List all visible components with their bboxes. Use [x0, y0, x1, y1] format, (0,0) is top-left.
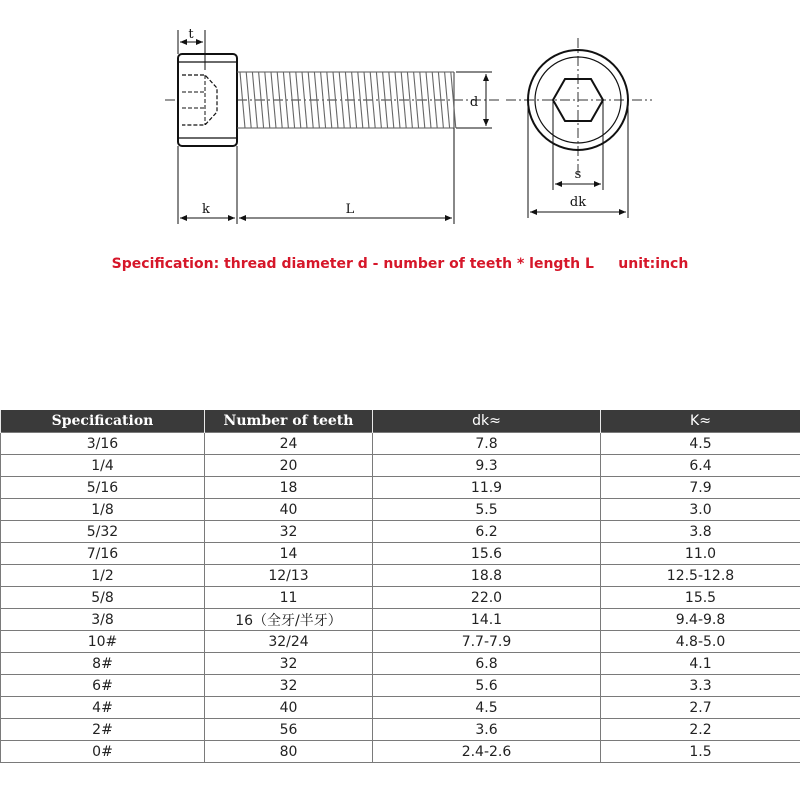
screw-head [178, 54, 237, 146]
cell-k: 15.5 [601, 587, 800, 609]
table-row [1, 565, 800, 587]
cell-number-of-teeth: 12/13 [205, 565, 373, 587]
cell-number-of-teeth: 80 [205, 741, 373, 763]
cell-dk: 2.4-2.6 [373, 741, 601, 763]
cell-specification: 5/16 [1, 477, 205, 499]
cell-number-of-teeth: 40 [205, 499, 373, 521]
cell-dk: 4.5 [373, 697, 601, 719]
specification-caption: Specification: thread diameter d - number of teeth * length L unit:inch [111, 256, 689, 272]
table-row [1, 433, 800, 455]
label-L: L [345, 202, 355, 217]
cell-specification: 7/16 [1, 543, 205, 565]
cell-specification: 5/32 [1, 521, 205, 543]
cell-number-of-teeth: 11 [205, 587, 373, 609]
label-t: t [188, 27, 194, 42]
cell-k: 3.0 [601, 499, 800, 521]
screw-dimension-drawing [0, 0, 800, 240]
cell-k: 4.8-5.0 [601, 631, 800, 653]
table-row [1, 455, 800, 477]
cell-number-of-teeth: 32 [205, 675, 373, 697]
cell-dk: 11.9 [373, 477, 601, 499]
cell-k: 6.4 [601, 455, 800, 477]
cell-dk: 7.7-7.9 [373, 631, 601, 653]
cell-dk: 7.8 [373, 433, 601, 455]
cell-dk: 3.6 [373, 719, 601, 741]
table-row [1, 719, 800, 741]
cell-dk: 14.1 [373, 609, 601, 631]
cell-k: 2.2 [601, 719, 800, 741]
cell-specification: 5/8 [1, 587, 205, 609]
cell-dk: 15.6 [373, 543, 601, 565]
cell-specification: 4# [1, 697, 205, 719]
thread-line [339, 72, 344, 128]
cell-number-of-teeth: 14 [205, 543, 373, 565]
cell-k: 9.4-9.8 [601, 609, 800, 631]
cell-number-of-teeth: 24 [205, 433, 373, 455]
table-header-row [1, 410, 800, 433]
cell-number-of-teeth: 56 [205, 719, 373, 741]
cell-number-of-teeth: 32 [205, 653, 373, 675]
cell-k: 3.3 [601, 675, 800, 697]
cell-k: 2.7 [601, 697, 800, 719]
cell-dk: 18.8 [373, 565, 601, 587]
cell-number-of-teeth: 18 [205, 477, 373, 499]
cell-number-of-teeth: 20 [205, 455, 373, 477]
label-dk: dk [569, 195, 587, 210]
table-row [1, 609, 800, 631]
cell-dk: 5.6 [373, 675, 601, 697]
table-row [1, 653, 800, 675]
cell-specification: 3/8 [1, 609, 205, 631]
cell-number-of-teeth: 32 [205, 521, 373, 543]
cell-k: 3.8 [601, 521, 800, 543]
header-k: K≈ [601, 410, 800, 433]
cell-specification: 0# [1, 741, 205, 763]
cell-k: 4.5 [601, 433, 800, 455]
cell-dk: 22.0 [373, 587, 601, 609]
label-k: k [202, 202, 210, 217]
spec-table [0, 410, 800, 763]
table-row [1, 631, 800, 653]
cell-specification: 1/4 [1, 455, 205, 477]
table-row [1, 741, 800, 763]
header-number-of-teeth: Number of teeth [205, 410, 373, 433]
label-s: s [574, 167, 582, 182]
cell-dk: 6.2 [373, 521, 601, 543]
cell-number-of-teeth: 40 [205, 697, 373, 719]
cell-specification: 3/16 [1, 433, 205, 455]
thread-line [321, 72, 326, 128]
table-row [1, 587, 800, 609]
table-row [1, 675, 800, 697]
cell-dk: 9.3 [373, 455, 601, 477]
table-row [1, 521, 800, 543]
label-d: d [469, 95, 479, 110]
table-row [1, 477, 800, 499]
cell-k: 12.5-12.8 [601, 565, 800, 587]
header-dk: dk≈ [373, 410, 601, 433]
cell-number-of-teeth: 16（全牙/半牙） [205, 609, 373, 631]
cell-k: 11.0 [601, 543, 800, 565]
table-row [1, 697, 800, 719]
cell-specification: 1/2 [1, 565, 205, 587]
cell-k: 4.1 [601, 653, 800, 675]
table-row [1, 543, 800, 565]
cell-number-of-teeth: 32/24 [205, 631, 373, 653]
cell-specification: 10# [1, 631, 205, 653]
cell-specification: 1/8 [1, 499, 205, 521]
table-row [1, 499, 800, 521]
cell-specification: 8# [1, 653, 205, 675]
cell-specification: 2# [1, 719, 205, 741]
cell-k: 7.9 [601, 477, 800, 499]
table-body [1, 433, 800, 763]
cell-dk: 5.5 [373, 499, 601, 521]
header-specification: Specification [1, 410, 205, 433]
cell-k: 1.5 [601, 741, 800, 763]
cell-specification: 6# [1, 675, 205, 697]
thread-line [302, 72, 307, 128]
cell-dk: 6.8 [373, 653, 601, 675]
